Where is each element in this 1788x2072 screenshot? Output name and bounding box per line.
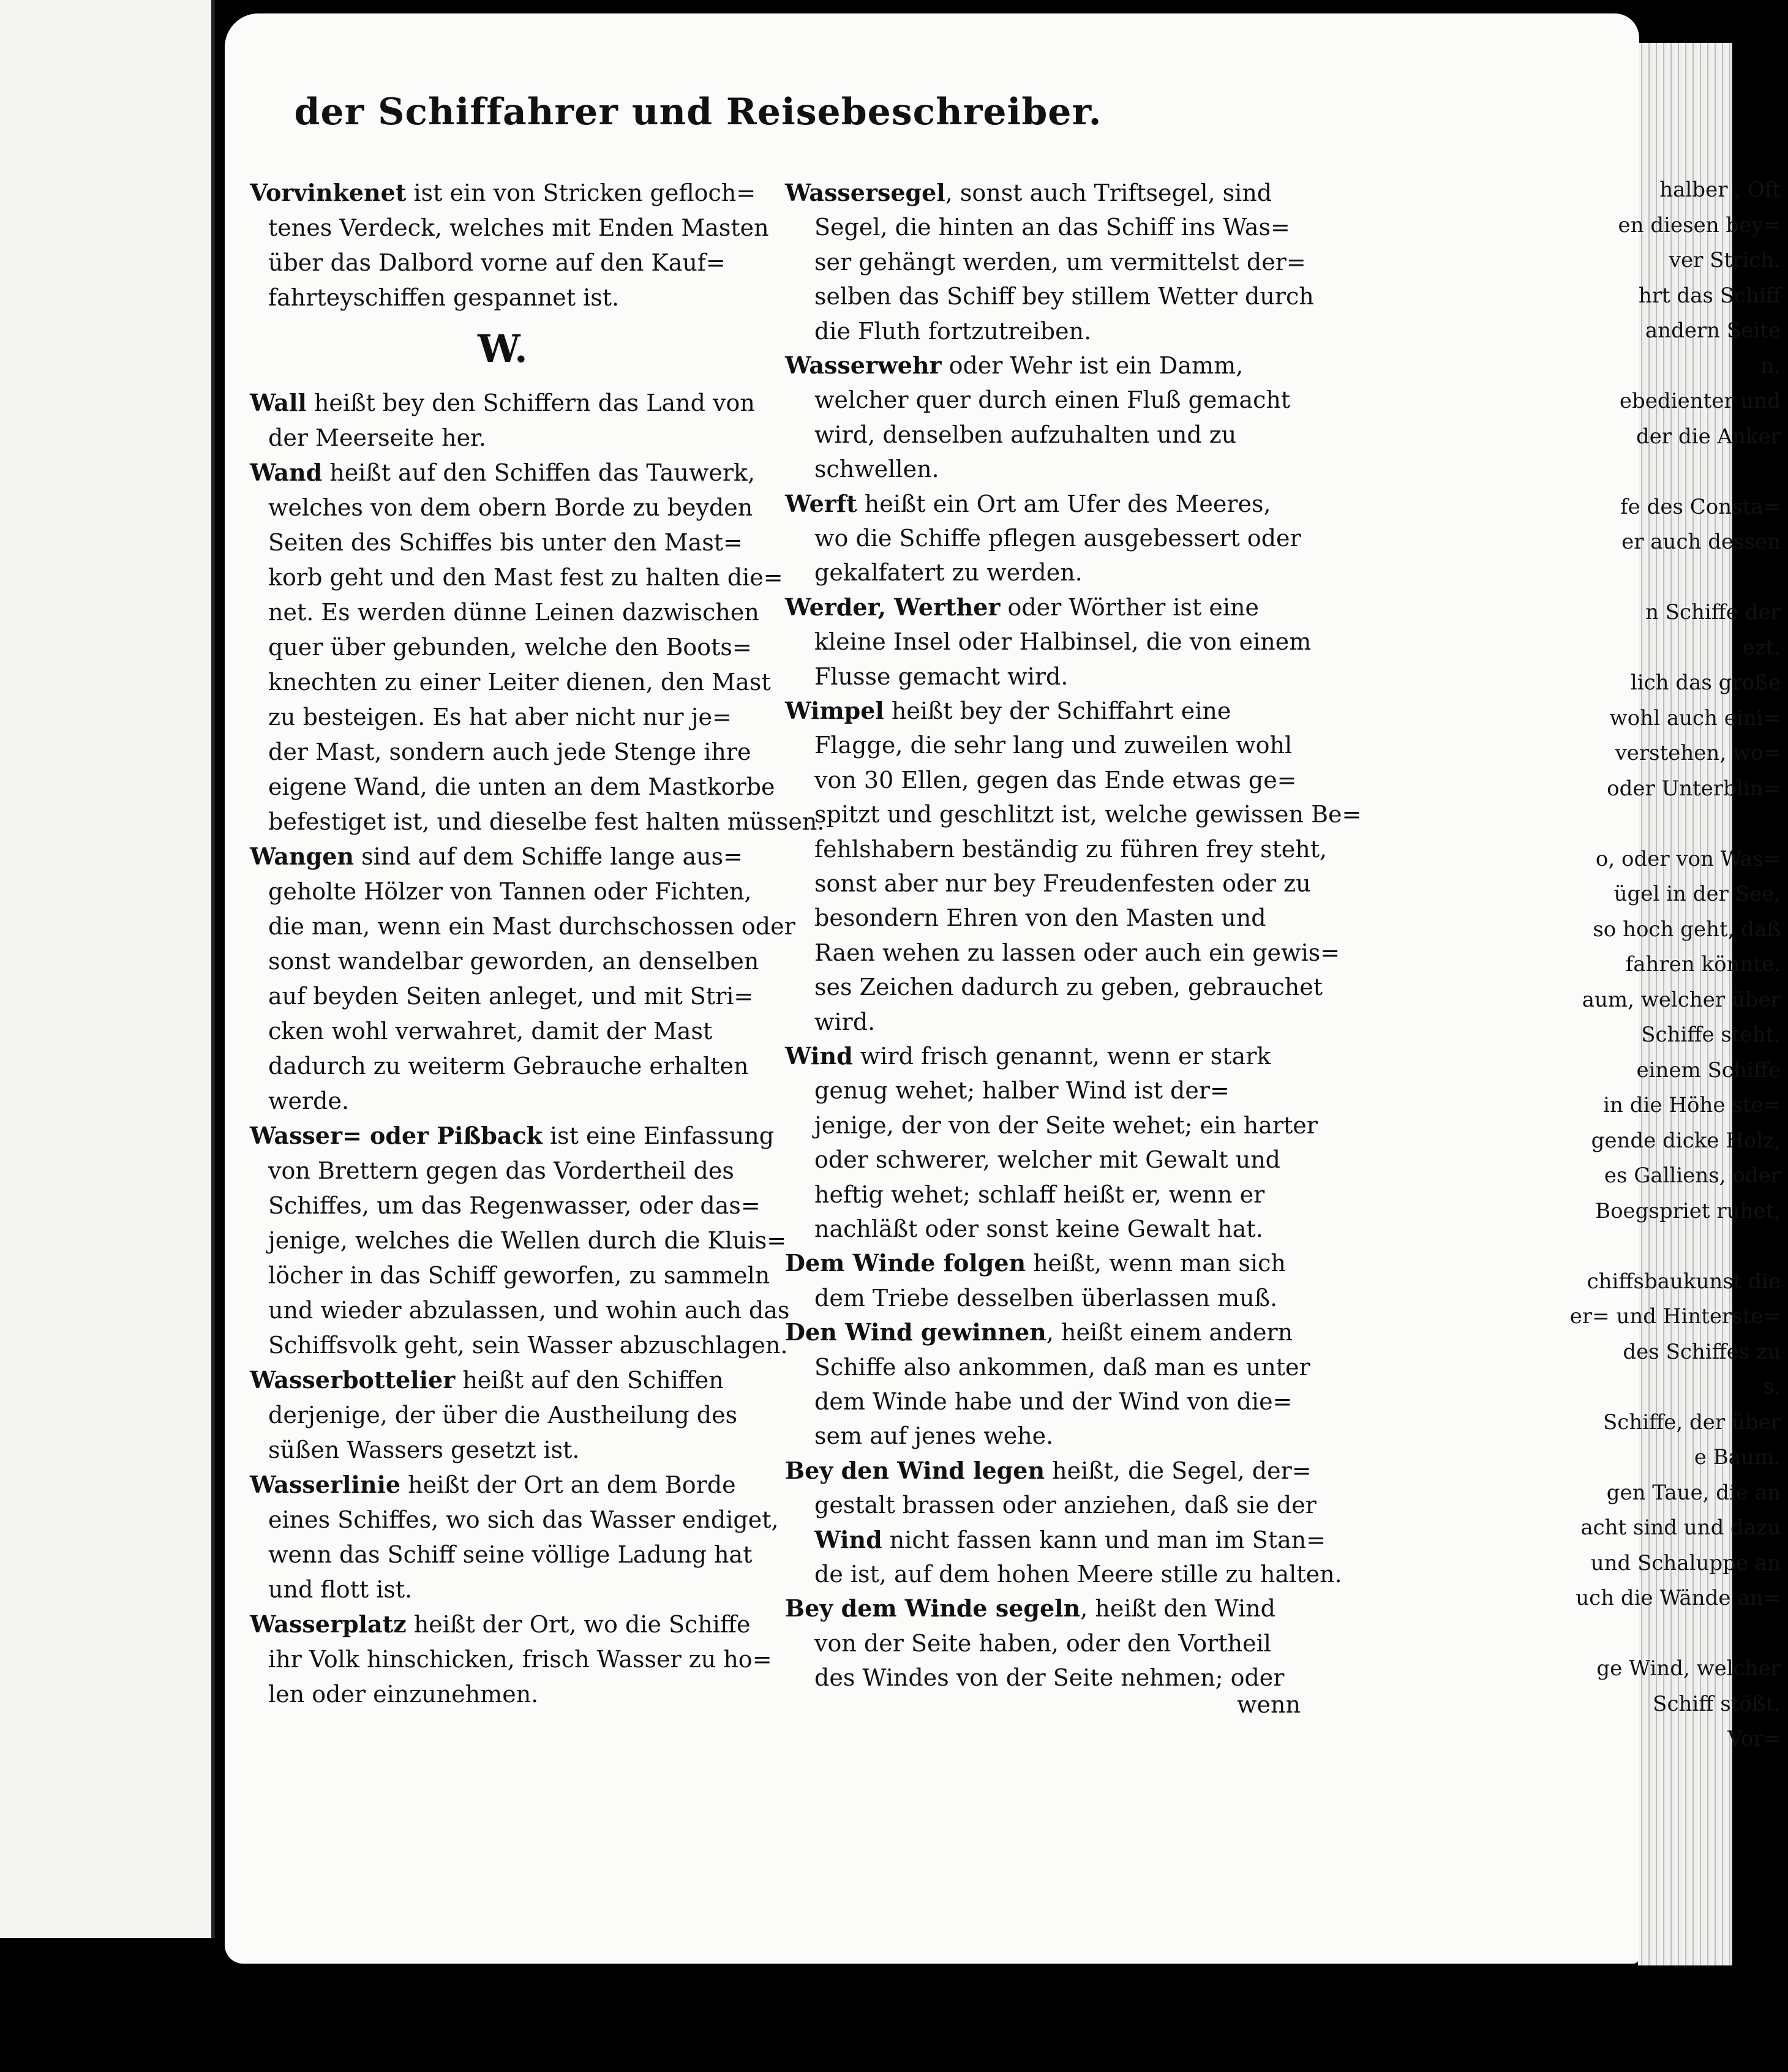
right-column-line: Wassersegel, sonst auch Triftsegel, sind bbox=[785, 179, 1272, 206]
facing-line: chiffsbaukunst die bbox=[1587, 1269, 1781, 1294]
left-column-line: die man, wenn ein Mast durchschossen oder bbox=[268, 913, 795, 940]
left-column-line: knechten zu einer Leiter dienen, den Mast bbox=[268, 669, 771, 696]
right-column-line: fehlshabern beständig zu führen frey steht, bbox=[814, 835, 1328, 863]
entry-headword: Wasserlinie bbox=[250, 1471, 401, 1498]
left-column-line: Seiten des Schiffes bis unter den Mast= bbox=[268, 529, 743, 556]
facing-line: en diesen bey= bbox=[1618, 212, 1781, 238]
facing-line: oder Unterblin= bbox=[1607, 776, 1781, 801]
left-column-line: Wangen sind auf dem Schiffe lange aus= bbox=[250, 843, 743, 870]
facing-line: und Schaluppe an bbox=[1590, 1550, 1781, 1575]
entry-headword: Werft bbox=[785, 489, 857, 517]
left-column-line: ihr Volk hinschicken, frisch Wasser zu ho= bbox=[268, 1646, 772, 1673]
left-column-line: und flott ist. bbox=[268, 1576, 413, 1603]
entry-headword: Wasserbottelier bbox=[250, 1366, 456, 1394]
facing-line: er= und Hinterste= bbox=[1569, 1304, 1781, 1329]
left-column-line: der Mast, sondern auch jede Stenge ihre bbox=[268, 738, 751, 765]
right-column-line: von der Seite haben, oder den Vortheil bbox=[814, 1629, 1271, 1657]
facing-line: s. bbox=[1763, 1375, 1781, 1399]
right-column-line: des Windes von der Seite nehmen; oder bbox=[814, 1664, 1285, 1692]
facing-line: e Baum. bbox=[1694, 1445, 1781, 1470]
facing-line: er auch dessen bbox=[1621, 530, 1781, 554]
facing-line: in die Höhe ste= bbox=[1603, 1093, 1781, 1117]
right-column-line: ses Zeichen dadurch zu geben, gebrauchet bbox=[814, 974, 1323, 1001]
right-column-line: Dem Winde folgen heißt, wenn man sich bbox=[785, 1249, 1286, 1277]
right-column-line: die Fluth fortzutreiben. bbox=[814, 317, 1092, 345]
entry-headword: Wand bbox=[250, 459, 323, 486]
left-column-line: cken wohl verwahret, damit der Mast bbox=[268, 1018, 713, 1045]
right-column-line: ser gehängt werden, um vermittelst der= bbox=[814, 248, 1306, 276]
right-column-line: kleine Insel oder Halbinsel, die von einem bbox=[814, 628, 1312, 656]
facing-line: fe des Consta= bbox=[1620, 494, 1781, 519]
right-column-line: Raen wehen zu lassen oder auch ein gewis= bbox=[814, 939, 1340, 966]
left-column-line: len oder einzunehmen. bbox=[268, 1681, 539, 1708]
facing-line: uch die Wände an= bbox=[1576, 1586, 1781, 1610]
facing-line: gende dicke Holz, bbox=[1591, 1128, 1781, 1153]
right-column-line: Flagge, die sehr lang und zuweilen wohl bbox=[814, 732, 1293, 759]
left-column-line: auf beyden Seiten anleget, und mit Stri= bbox=[268, 983, 754, 1010]
left-column-line: über das Dalbord vorne auf den Kauf= bbox=[268, 249, 726, 276]
entry-headword: Den Wind gewinnen bbox=[785, 1318, 1046, 1346]
left-column-line: eines Schiffes, wo sich das Wasser endiget, bbox=[268, 1506, 779, 1533]
facing-line: Schiffe steht. bbox=[1641, 1023, 1781, 1047]
section-letter: W. bbox=[478, 326, 528, 371]
right-column-line: besondern Ehren von den Masten und bbox=[814, 904, 1266, 932]
left-column-line: quer über gebunden, welche den Boots= bbox=[268, 634, 752, 661]
left-column-line: eigene Wand, die unten an dem Mastkorbe bbox=[268, 773, 775, 800]
right-column-line: Schiffe also ankommen, daß man es unter bbox=[814, 1353, 1310, 1381]
catchword: wenn bbox=[1237, 1691, 1301, 1718]
entry-headword: Bey den Wind legen bbox=[785, 1456, 1045, 1484]
right-column-line: genug wehet; halber Wind ist der= bbox=[814, 1077, 1230, 1105]
entry-headword: Bey dem Winde segeln bbox=[785, 1594, 1081, 1623]
right-column-line: gekalfatert zu werden. bbox=[814, 559, 1083, 587]
right-column-line: heftig wehet; schlaff heißt er, wenn er bbox=[814, 1181, 1265, 1208]
left-column-line: tenes Verdeck, welches mit Enden Masten bbox=[268, 214, 769, 241]
entry-headword: Wimpel bbox=[785, 697, 884, 724]
right-column-line: de ist, auf dem hohen Meere stille zu halten. bbox=[814, 1561, 1342, 1588]
facing-line: o, oder von Was= bbox=[1595, 846, 1781, 871]
left-column-line: Wasserbottelier heißt auf den Schiffen bbox=[250, 1366, 724, 1394]
facing-line: ebedienter und bbox=[1619, 389, 1781, 413]
facing-line: Boegspriet ruhet, bbox=[1595, 1198, 1781, 1223]
right-column-line: Wasserwehr oder Wehr ist ein Damm, bbox=[785, 351, 1244, 379]
left-column-line: Wand heißt auf den Schiffen das Tauwerk, bbox=[250, 459, 756, 486]
right-column-line: oder schwerer, welcher mit Gewalt und bbox=[814, 1146, 1281, 1174]
facing-line: ezt. bbox=[1742, 635, 1781, 660]
right-column-line: nachläßt oder sonst keine Gewalt hat. bbox=[814, 1215, 1263, 1242]
right-column-line: Den Wind gewinnen, heißt einem andern bbox=[785, 1318, 1293, 1346]
facing-line: ge Wind, welcher bbox=[1596, 1656, 1781, 1681]
facing-line: halber , Oft bbox=[1659, 178, 1781, 202]
entry-headword: Wind bbox=[814, 1525, 882, 1553]
right-column-line: wird. bbox=[814, 1008, 876, 1035]
entry-headword: Wasserplatz bbox=[250, 1610, 407, 1638]
facing-line: hrt das Schiff bbox=[1638, 283, 1781, 308]
right-column-line: schwellen. bbox=[814, 456, 939, 483]
left-column-line: löcher in das Schiff geworfen, zu sammeln bbox=[268, 1262, 770, 1289]
facing-line: so hoch geht, daß bbox=[1593, 917, 1781, 942]
right-column-line: selben das Schiff bey stillem Wetter durch bbox=[814, 283, 1314, 310]
facing-line: aum, welcher über bbox=[1582, 987, 1781, 1012]
left-column-line: Wasser= oder Pißback ist eine Einfassung bbox=[250, 1122, 775, 1149]
facing-line: lich das große bbox=[1630, 670, 1781, 695]
right-column-line: von 30 Ellen, gegen das Ende etwas ge= bbox=[814, 766, 1297, 794]
facing-line: fahren könnte. bbox=[1625, 952, 1781, 977]
right-column-line: Wimpel heißt bey der Schiffahrt eine bbox=[785, 697, 1231, 724]
facing-line: andern Seite bbox=[1645, 318, 1781, 343]
left-column-line: korb geht und den Mast fest zu halten die= bbox=[268, 564, 783, 591]
facing-line: Schiffe, der über bbox=[1603, 1409, 1781, 1435]
running-header: der Schiffahrer und Reisebeschreiber. bbox=[294, 91, 1102, 133]
left-column-line: und wieder abzulassen, und wohin auch das bbox=[268, 1297, 790, 1324]
left-column-line: werde. bbox=[268, 1087, 350, 1114]
facing-page bbox=[0, 0, 215, 1938]
right-column-line: dem Triebe desselben überlassen muß. bbox=[814, 1284, 1278, 1312]
left-column-line: Wasserplatz heißt der Ort, wo die Schiffe bbox=[250, 1610, 751, 1638]
right-column-line: Segel, die hinten an das Schiff ins Was= bbox=[814, 214, 1290, 241]
right-column-line: Werft heißt ein Ort am Ufer des Meeres, bbox=[785, 489, 1271, 517]
facing-line: gen Taue, die an bbox=[1606, 1480, 1781, 1505]
left-column-line: welches von dem obern Borde zu beyden bbox=[268, 494, 753, 521]
facing-line: ügel in der See, bbox=[1613, 882, 1781, 906]
right-column-line: welcher quer durch einen Fluß gemacht bbox=[814, 386, 1291, 414]
facing-line: Vor= bbox=[1727, 1727, 1781, 1751]
entry-headword: Werder, Werther bbox=[785, 593, 1001, 621]
left-column-line: fahrteyschiffen gespannet ist. bbox=[268, 284, 620, 311]
right-column-line: Bey dem Winde segeln, heißt den Wind bbox=[785, 1594, 1275, 1623]
left-column-line: net. Es werden dünne Leinen dazwischen bbox=[268, 599, 759, 626]
left-column-line: Schiffsvolk geht, sein Wasser abzuschlagen. bbox=[268, 1332, 788, 1359]
entry-headword: Wasser= oder Pißback bbox=[250, 1122, 543, 1149]
left-column-line: Schiffes, um das Regenwasser, oder das= bbox=[268, 1192, 761, 1219]
entry-headword: Vorvinkenet bbox=[250, 179, 407, 206]
facing-line: acht sind und dazu bbox=[1580, 1515, 1781, 1540]
entry-headword: Wassersegel bbox=[785, 179, 945, 206]
facing-line: Schiff stößt. bbox=[1653, 1691, 1781, 1716]
right-column-line: sem auf jenes wehe. bbox=[814, 1422, 1054, 1450]
left-column-line: Wall heißt bey den Schiffern das Land von bbox=[250, 389, 755, 416]
entry-headword: Wind bbox=[785, 1042, 853, 1070]
facing-line: wohl auch eini= bbox=[1609, 705, 1781, 730]
facing-line: es Galliens, oder bbox=[1604, 1163, 1781, 1188]
left-column-line: der Meerseite her. bbox=[268, 424, 487, 451]
left-column-line: zu besteigen. Es hat aber nicht nur je= bbox=[268, 704, 732, 730]
entry-headword: Wall bbox=[250, 389, 307, 416]
right-column-line: gestalt brassen oder anziehen, daß sie der bbox=[814, 1492, 1317, 1519]
right-column-line: dem Winde habe und der Wind von die= bbox=[814, 1388, 1293, 1415]
right-column-line: Wind wird frisch genannt, wenn er stark bbox=[785, 1042, 1271, 1070]
facing-line: einem Schiffe bbox=[1636, 1057, 1781, 1083]
right-column-line: sonst aber nur bey Freudenfesten oder zu bbox=[814, 870, 1311, 897]
left-column-line: dadurch zu weiterm Gebrauche erhalten bbox=[268, 1053, 749, 1079]
left-column-line: jenige, welches die Wellen durch die Kluis= bbox=[268, 1227, 787, 1254]
right-column-line: spitzt und geschlitzt ist, welche gewissen Be= bbox=[814, 801, 1362, 828]
right-column-line: Bey den Wind legen heißt, die Segel, der= bbox=[785, 1456, 1312, 1484]
entry-headword: Wangen bbox=[250, 843, 354, 870]
facing-line: der die Anker bbox=[1636, 424, 1781, 449]
facing-line: verstehen, wo= bbox=[1615, 741, 1781, 765]
left-column-line: Vorvinkenet ist ein von Stricken gefloch= bbox=[250, 179, 756, 206]
entry-headword: Dem Winde folgen bbox=[785, 1249, 1026, 1277]
left-column-line: sonst wandelbar geworden, an denselben bbox=[268, 948, 759, 975]
left-column-line: geholte Hölzer von Tannen oder Fichten, bbox=[268, 878, 752, 905]
facing-line: ver Strich. bbox=[1669, 248, 1781, 272]
left-column-line: befestiget ist, und dieselbe fest halten müssen. bbox=[268, 808, 825, 835]
facing-line: n. bbox=[1760, 353, 1781, 378]
right-column-line: wo die Schiffe pflegen ausgebessert oder bbox=[814, 525, 1301, 552]
facing-line: des Schiffes zu bbox=[1623, 1339, 1781, 1364]
right-column-line: Flusse gemacht wird. bbox=[814, 663, 1069, 690]
left-column-line: Wasserlinie heißt der Ort an dem Borde bbox=[250, 1471, 736, 1498]
facing-line: n Schiffe der bbox=[1645, 600, 1781, 625]
right-column-line: wird, denselben aufzuhalten und zu bbox=[814, 421, 1237, 448]
left-column-line: süßen Wassers gesetzt ist. bbox=[268, 1436, 580, 1463]
right-column-line: Werder, Werther oder Wörther ist eine bbox=[785, 593, 1260, 621]
entry-headword: Wasserwehr bbox=[785, 351, 942, 379]
left-column-line: derjenige, der über die Austheilung des bbox=[268, 1402, 738, 1428]
left-column-line: wenn das Schiff seine völlige Ladung hat bbox=[268, 1541, 753, 1568]
left-column-line: von Brettern gegen das Vordertheil des bbox=[268, 1157, 734, 1184]
right-column-line: jenige, der von der Seite wehet; ein harter bbox=[814, 1111, 1318, 1139]
right-column-line: Wind nicht fassen kann und man im Stan= bbox=[814, 1525, 1326, 1553]
